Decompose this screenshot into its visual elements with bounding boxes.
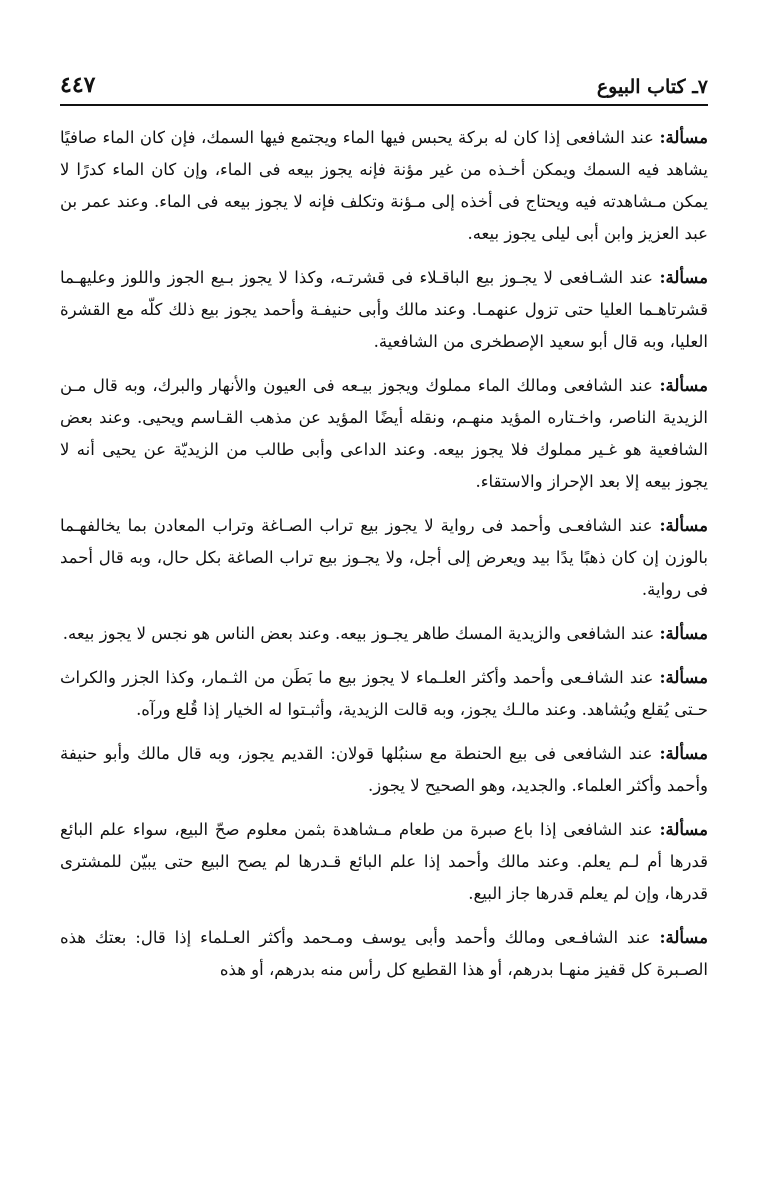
issue-text: عند الشـافعى لا يجـوز بيع الباقـلاء فى قشرتـه، وكذا لا يجوز بـيع الجوز واللوز وعليهـما قشرتاهـما العليا حتى تزول عنهمـا. وعند مالك وأبى حنيفـة وأحمد يجوز بيع ذلك كلّه مع القشرة العليا، وبه قال أبو سعيد الإصطخرى من الشافعية.: [60, 268, 708, 351]
issue-text: عند الشافـعى ومالك وأحمد وأبى يوسف ومـحمد وأكثر العـلماء إذا قال: بعتك هذه الصـبرة كل قفيز منهـا بدرهم، أو هذا القطيع كل رأس منه بدرهم، أو هذه: [60, 928, 708, 979]
chapter-title: ٧ـ كتاب البيوع: [596, 76, 708, 98]
issue-paragraph: [60, 662, 708, 726]
issue-paragraph: [60, 922, 708, 986]
page-number: ٤٤٧: [60, 72, 96, 98]
issue-label: مسألة:: [659, 820, 708, 839]
issue-label: مسألة:: [659, 268, 708, 287]
issue-text: عند الشافعى فى بيع الحنطة مع سنبُلها قولان: القديم يجوز، وبه قال مالك وأبو حنيفة وأحمد وأكثر العلماء. والجديد، وهو الصحيح لا يجوز.: [60, 744, 708, 795]
issue-text: عند الشافعى والزيدية المسك طاهر يجـوز بيعه. وعند بعض الناس هو نجس لا يجوز بيعه.: [62, 624, 655, 643]
issue-label: مسألة:: [659, 744, 708, 763]
issue-label: مسألة:: [659, 376, 708, 395]
page-header: [60, 72, 708, 106]
issue-text: عند الشافعى إذا كان له بركة يحبس فيها الماء ويجتمع فيها السمك، فإن كان الماء صافيًا يشاهد فيه السمك ويمكن أخـذه من غير مؤنة فإنه يجوز بيعه فى الماء، وإن كان الماء كدرًا لا يمكن مـشاهدته فيه ويحتاج فى أخذه إلى مـؤنة وتكلف فإنه لا يجوز بيعه فى الماء. وعند عمر بن عبد العزيز وابن أبى ليلى يجوز بيعه.: [60, 128, 708, 243]
issue-label: مسألة:: [659, 516, 708, 535]
book-page: [60, 72, 708, 1167]
issue-label: مسألة:: [659, 624, 708, 643]
issue-paragraph: [60, 262, 708, 358]
issue-text: عند الشافـعى وأحمد وأكثر العلـماء لا يجوز بيع ما بَطَن من الثـمار، وكذا الجزر والكراث حـتى يُقلع ويُشاهد. وعند مالـك يجوز، وبه قالت الزيدية، وأثبـتوا له الخيار إذا قُلع ورآه.: [60, 668, 708, 719]
issue-paragraph: [60, 122, 708, 250]
issue-text: عند الشافعـى وأحمد فى رواية لا يجوز بيع تراب الصـاغة وتراب المعادن بما يخالفهـما بالوزن إن كان ذهبًا يدًا بيد ويعرض إلى أجل، ولا يجـوز بيع تراب الصاغة بكل حال، وبه قال أحمد فى رواية.: [60, 516, 708, 599]
issue-label: مسألة:: [659, 668, 708, 687]
issue-label: مسألة:: [659, 928, 708, 947]
issue-label: مسألة:: [659, 128, 708, 147]
issue-paragraph: [60, 738, 708, 802]
issue-text: عند الشافعى إذا باع صبرة من طعام مـشاهدة بثمن معلوم صحّ البيع، سواء علم البائع قدرها أم لـم يعلم. وعند مالك وأحمد إذا علم البائع قـدرها لم يصح البيع حتى يبيّن للمشترى قدرها، وإن لم يعلم قدرها جاز البيع.: [60, 820, 708, 903]
issue-paragraph: [60, 510, 708, 606]
issue-paragraph: [60, 618, 708, 650]
issue-paragraph: [60, 370, 708, 498]
issue-text: عند الشافعى ومالك الماء مملوك ويجوز بيـعه فى العيون والأنهار والبرك، وبه قال مـن الزيدية الناصر، واخـتاره المؤيد منهـم، ونقله أيضًا المؤيد عن مذهب القـاسم ويحيى. وعند بعض الشافعية هو غـير مملوك فلا يجوز بيعه. وعند الداعى وأبى طالب من الزيديّة عن يحيى أنه لا يجوز بيعه إلا بعد الإحراز والاستقاء.: [60, 376, 708, 491]
issue-paragraph: [60, 814, 708, 910]
